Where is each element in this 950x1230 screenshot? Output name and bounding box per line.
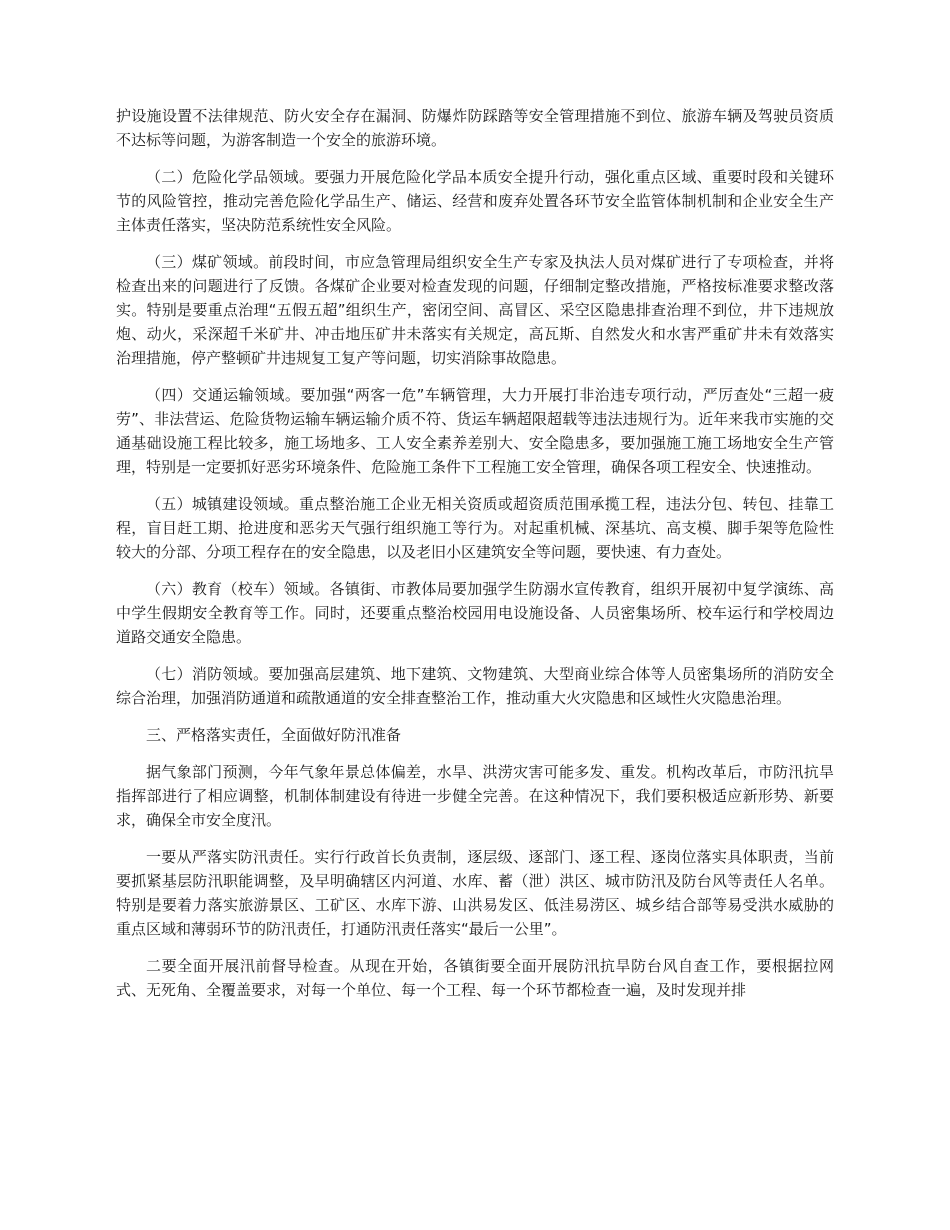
paragraph-education-school-bus: （六）教育（校车）领域。各镇街、市教体局要加强学生防溺水宣传教育，组织开展初中复学演练、高中学生假期安全教育等工作。同时，还要重点整治校园用电设施设备、人员密集场所、校车运行和学校周边道路交通安全隐患。: [116, 580, 834, 646]
paragraph-coal-mining: （三）煤矿领域。前段时间，市应急管理局组织安全生产专家及执法人员对煤矿进行了专项检查，并将检查出来的问题进行了反馈。各煤矿企业要对检查发现的问题，仔细制定整改措施，严格按标准要求整改落实。特别是要重点治理“五假五超”组织生产，密闭空间、高冒区、采空区隐患排查治理不到位，井下违规放炮、动火，采深超千米矿井、冲击地压矿井未落实有关规定，高瓦斯、自然发火和水害严重矿井未有效落实治理措施，停产整顿矿井违规复工复产等问题，切实消除事故隐患。: [116, 253, 834, 367]
paragraph-hazardous-chemicals: （二）危险化学品领域。要强力开展危险化学品本质安全提升行动，强化重点区域、重要时段和关键环节的风险管控，推动完善危险化学品生产、储运、经营和废弃处置各环节安全监管体制机制和企业安全生产主体责任落实，坚决防范系统性安全风险。: [116, 168, 834, 234]
paragraph-urban-construction: （五）城镇建设领域。重点整治施工企业无相关资质或超资质范围承揽工程，违法分包、转包、挂靠工程，盲目赶工期、抢进度和恶劣天气强行组织施工等行为。对起重机械、深基坑、高支模、脚手架等危险性较大的分部、分项工程存在的安全隐患，以及老旧小区建筑安全等问题，要快速、有力查处。: [116, 495, 834, 561]
paragraph-transportation: （四）交通运输领域。要加强“两客一危”车辆管理，大力开展打非治违专项行动，严厉查处“三超一疲劳”、非法营运、危险货物运输车辆运输介质不符、货运车辆超限超载等违法违规行为。近年来我市实施的交通基础设施工程比较多，施工场地多、工人安全素养差别大、安全隐患多，要加强施工施工场地安全生产管理，特别是一定要抓好恶劣环境条件、危险施工条件下工程施工安全管理，确保各项工程安全、快速推动。: [116, 386, 834, 476]
paragraph-flood-responsibility: 一要从严落实防汛责任。实行行政首长负责制，逐层级、逐部门、逐工程、逐岗位落实具体职责，当前要抓紧基层防汛职能调整，及早明确辖区内河道、水库、蓄（泄）洪区、城市防汛及防台风等责任人名单。特别是要着力落实旅游景区、工矿区、水库下游、山洪易发区、低洼易涝区、城乡结合部等易受洪水威胁的重点区域和薄弱环节的防汛责任，打通防汛责任落实“最后一公里”。: [116, 848, 834, 938]
section-heading-flood-prevention: 三、严格落实责任，全面做好防汛准备: [146, 726, 402, 744]
paragraph-continuation: 护设施设置不法律规范、防火安全存在漏洞、防爆炸防踩踏等安全管理措施不到位、旅游车辆及驾驶员资质不达标等问题，为游客制造一个安全的旅游环境。: [116, 107, 834, 149]
document-body: [116, 104, 834, 1015]
paragraph-pre-flood-inspection: 二要全面开展汛前督导检查。从现在开始，各镇街要全面开展防汛抗旱防台风自查工作，要根据拉网式、无死角、全覆盖要求，对每一个单位、每一个工程、每一个环节都检查一遍，及时发现并排: [116, 957, 834, 999]
paragraph-fire-protection: （七）消防领域。要加强高层建筑、地下建筑、文物建筑、大型商业综合体等人员密集场所的消防安全综合治理，加强消防通道和疏散通道的安全排查整治工作，推动重大火灾隐患和区域性火灾隐患治理。: [116, 665, 834, 707]
paragraph-weather-forecast: 据气象部门预测，今年气象年景总体偏差，水旱、洪涝灾害可能多发、重发。机构改革后，市防汛抗旱指挥部进行了相应调整，机制体制建设有待进一步健全完善。在这种情况下，我们要积极适应新形势、新要求，确保全市安全度汛。: [116, 763, 834, 829]
